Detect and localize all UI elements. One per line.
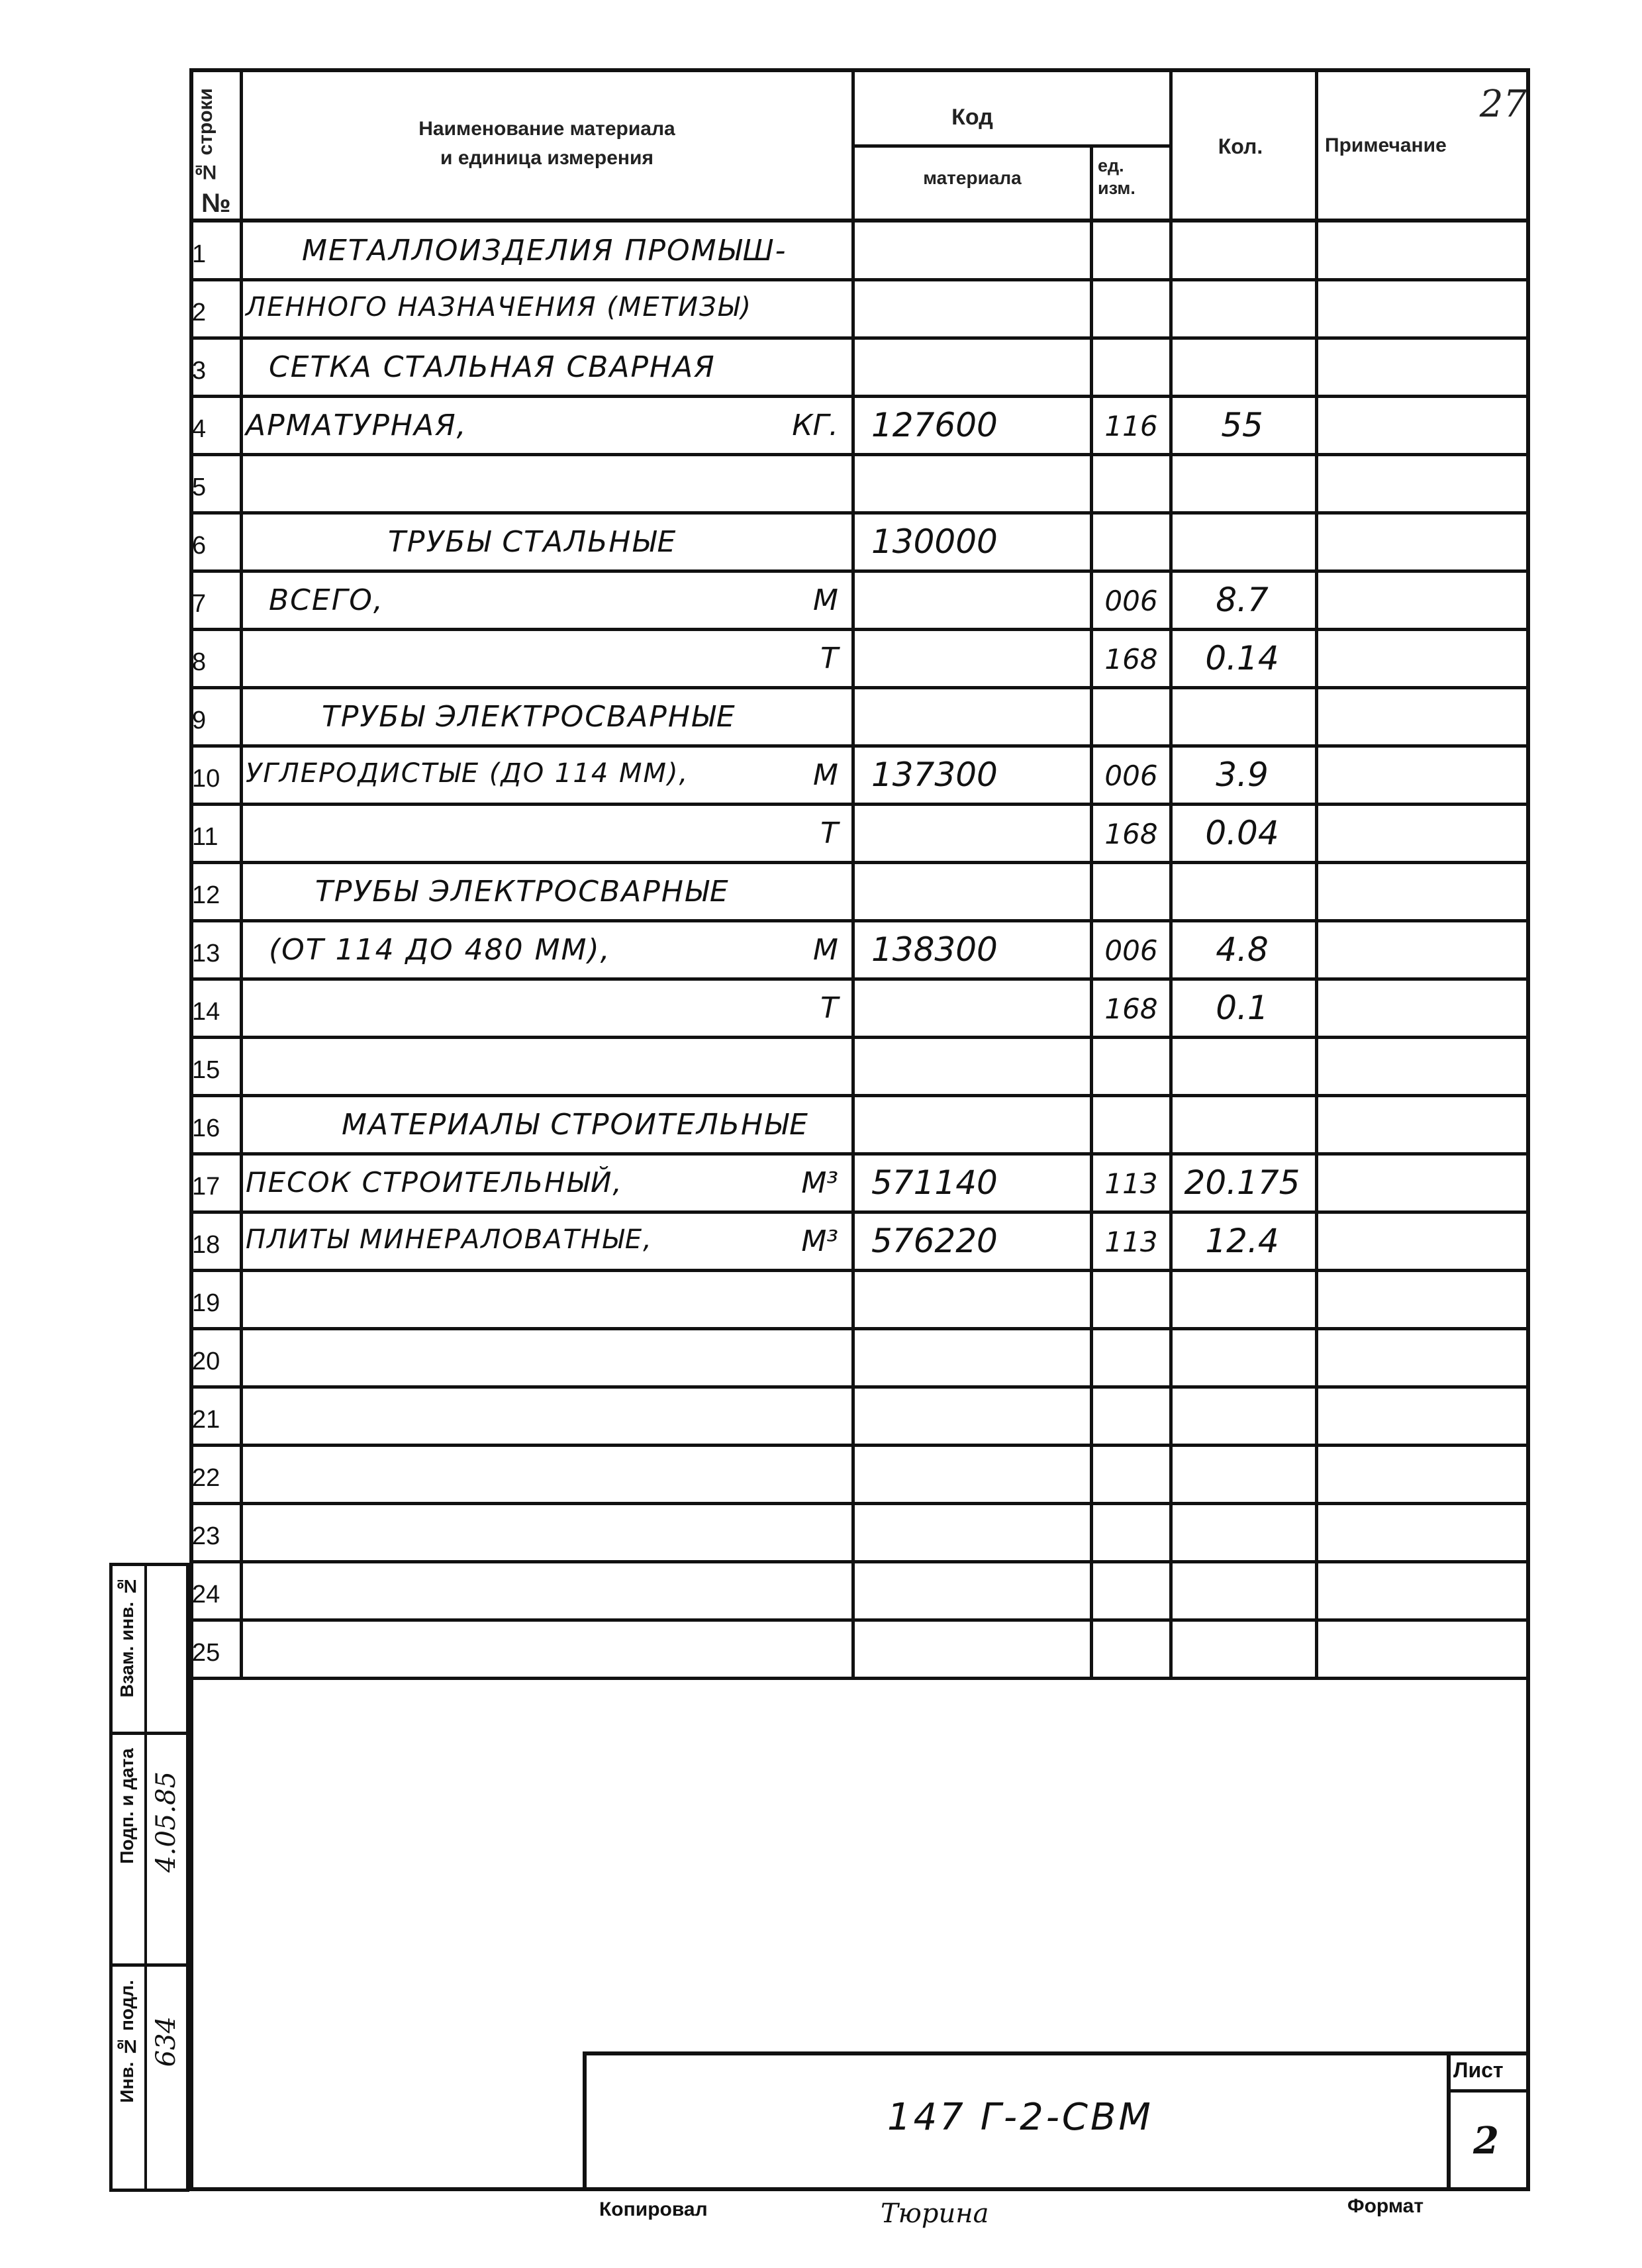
row-unit-label: М <box>813 583 838 617</box>
row-number: 12 <box>192 881 220 909</box>
row-name: АРМАТУРНАЯ, <box>246 409 467 442</box>
row-unit-code: 168 <box>1104 643 1158 675</box>
row-name: ТРУБЫ ЭЛЕКТРОСВАРНЫЕ <box>322 700 736 734</box>
table-row <box>189 338 1530 397</box>
row-name: (ОТ 114 ДО 480 ММ), <box>269 933 611 967</box>
header-note: Примечание <box>1325 134 1447 156</box>
row-number: 18 <box>192 1231 220 1259</box>
row-number: 7 <box>192 590 207 618</box>
margin-sign-date-value: 4.05.85 <box>151 1771 181 1873</box>
table-row <box>189 1329 1530 1387</box>
row-line <box>189 1444 1530 1447</box>
row-quantity: 0.14 <box>1205 639 1279 677</box>
row-unit-label: М <box>813 933 838 967</box>
row-line <box>189 919 1530 922</box>
row-line <box>189 628 1530 631</box>
table-row <box>189 863 1530 921</box>
table-row <box>189 688 1530 746</box>
margin-inv-orig-value: 634 <box>151 2016 181 2067</box>
row-unit-label: Т <box>820 816 838 850</box>
row-number: 10 <box>192 765 220 793</box>
row-name: МАТЕРИАЛЫ СТРОИТЕЛЬНЫЕ <box>342 1108 809 1142</box>
copier-name: Тюрина <box>881 2198 989 2229</box>
row-line <box>189 278 1530 281</box>
row-name: ЛЕННОГО НАЗНАЧЕНИЯ (МЕТИЗЫ) <box>246 292 752 322</box>
row-number: 24 <box>192 1581 220 1608</box>
row-line <box>189 977 1530 981</box>
row-unit-code: 006 <box>1104 934 1158 967</box>
row-number: 15 <box>192 1056 220 1084</box>
row-number: 25 <box>192 1639 220 1667</box>
row-unit-code: 168 <box>1104 993 1158 1025</box>
table-row <box>189 571 1530 630</box>
row-number: 5 <box>192 473 207 501</box>
sheet-number: 2 <box>1473 2119 1499 2163</box>
copied-label: Копировал <box>599 2198 708 2220</box>
sheet-mark: 27 <box>1479 83 1527 126</box>
row-number: 20 <box>192 1348 220 1375</box>
row-line <box>189 1152 1530 1156</box>
header-quantity: Кол. <box>1218 134 1263 158</box>
row-number: 19 <box>192 1289 220 1317</box>
margin-line <box>113 1963 186 1967</box>
header-material-name: Наименование материала и единица измерения <box>418 118 675 169</box>
row-unit-label: Т <box>820 642 838 675</box>
row-line <box>189 744 1530 748</box>
row-quantity: 55 <box>1221 406 1263 444</box>
row-number: 23 <box>192 1522 220 1550</box>
row-line <box>189 1618 1530 1622</box>
row-number: 2 <box>192 299 207 326</box>
margin-inv-sub-label: Взам. инв. № <box>117 1576 137 1698</box>
row-unit-code: 006 <box>1104 760 1158 792</box>
header-row-number-label: № строки <box>195 88 217 183</box>
header-code: Код <box>951 105 993 130</box>
row-quantity: 20.175 <box>1184 1163 1300 1202</box>
table-row <box>189 455 1530 513</box>
row-unit-label: М³ <box>801 1166 838 1200</box>
row-line <box>189 395 1530 398</box>
row-name: УГЛЕРОДИСТЫЕ (ДО 114 ММ), <box>246 758 689 789</box>
row-unit-label: М³ <box>801 1224 838 1258</box>
row-unit-code: 113 <box>1104 1167 1158 1200</box>
row-quantity: 8.7 <box>1216 581 1269 619</box>
table-row <box>189 1154 1530 1212</box>
margin-inv-orig-label: Инв. № подл. <box>117 1980 137 2103</box>
margin-stamp <box>109 1563 189 2192</box>
row-number: 17 <box>192 1173 220 1201</box>
row-unit-code: 116 <box>1104 410 1158 442</box>
header-code-unit: ед. изм. <box>1098 156 1135 198</box>
row-line <box>189 511 1530 515</box>
sheet-separator <box>1447 2089 1530 2093</box>
row-quantity: 3.9 <box>1216 756 1269 794</box>
row-line <box>189 1385 1530 1389</box>
row-number: 4 <box>192 415 207 443</box>
row-quantity: 12.4 <box>1205 1222 1279 1260</box>
table-row <box>189 1387 1530 1446</box>
row-line <box>189 1502 1530 1505</box>
row-line <box>189 1560 1530 1563</box>
row-code: 127600 <box>871 406 998 444</box>
row-code: 138300 <box>871 930 998 969</box>
table-row <box>189 746 1530 805</box>
row-line <box>189 1094 1530 1097</box>
row-unit-label: КГ. <box>792 409 838 442</box>
row-number: 11 <box>192 823 218 851</box>
sheet-label: Лист <box>1453 2058 1504 2082</box>
row-number: 9 <box>192 707 207 734</box>
table-row <box>189 1562 1530 1620</box>
row-name: ВСЕГО, <box>269 583 384 617</box>
row-number: 3 <box>192 357 207 385</box>
row-number: 14 <box>192 998 220 1026</box>
margin-sign-date-label: Подп. и дата <box>117 1748 137 1864</box>
margin-divider <box>144 1566 147 2189</box>
row-line <box>189 1677 1530 1680</box>
table-row <box>189 1446 1530 1504</box>
row-quantity: 0.04 <box>1205 814 1279 852</box>
row-name: ПЛИТЫ МИНЕРАЛОВАТНЫЕ, <box>246 1224 653 1255</box>
row-code: 571140 <box>871 1163 998 1202</box>
row-unit-code: 168 <box>1104 818 1158 850</box>
header-code-material: материала <box>923 168 1022 188</box>
row-line <box>189 1269 1530 1272</box>
format-label: Формат <box>1347 2195 1424 2217</box>
row-line <box>189 861 1530 864</box>
table-row <box>189 921 1530 979</box>
row-code: 576220 <box>871 1222 998 1260</box>
table-row <box>189 222 1530 280</box>
header-row-number <box>189 68 240 222</box>
table-row <box>189 1620 1530 1679</box>
table-row <box>189 1504 1530 1562</box>
row-unit-label: Т <box>820 991 838 1025</box>
row-line <box>189 1210 1530 1214</box>
table-row <box>189 1096 1530 1154</box>
row-name: ПЕСОК СТРОИТЕЛЬНЫЙ, <box>246 1166 623 1199</box>
table-row <box>189 979 1530 1038</box>
row-unit-label: М <box>813 758 838 792</box>
row-quantity: 0.1 <box>1216 989 1269 1027</box>
row-line <box>189 686 1530 689</box>
row-name: ТРУБЫ ЭЛЕКТРОСВАРНЫЕ <box>315 875 730 909</box>
row-unit-code: 006 <box>1104 585 1158 617</box>
row-line <box>189 803 1530 806</box>
table-row <box>189 1212 1530 1271</box>
row-number: 8 <box>192 648 207 676</box>
row-name: МЕТАЛЛОИЗДЕЛИЯ ПРОМЫШ- <box>302 234 787 268</box>
row-number: 1 <box>192 240 207 268</box>
row-number: 13 <box>192 940 220 967</box>
table-row <box>189 1271 1530 1329</box>
row-number: 6 <box>192 532 207 560</box>
row-number: 22 <box>192 1464 220 1492</box>
row-line <box>189 336 1530 340</box>
document-code: 147 Г-2-СВМ <box>887 2096 1153 2139</box>
row-line <box>189 569 1530 573</box>
row-line <box>189 1036 1530 1039</box>
row-line <box>189 453 1530 456</box>
row-name: ТРУБЫ СТАЛЬНЫЕ <box>388 525 677 559</box>
row-number: 21 <box>192 1406 220 1434</box>
table-row <box>189 397 1530 455</box>
row-line <box>189 1327 1530 1330</box>
row-unit-code: 113 <box>1104 1226 1158 1258</box>
row-code: 130000 <box>871 522 998 561</box>
margin-line <box>113 1732 186 1735</box>
table-row <box>189 513 1530 571</box>
row-number: 16 <box>192 1114 220 1142</box>
row-name: СЕТКА СТАЛЬНАЯ СВАРНАЯ <box>269 350 716 384</box>
table-row <box>189 630 1530 688</box>
table-row <box>189 280 1530 338</box>
header-row-number-symbol: № <box>201 189 231 218</box>
row-code: 137300 <box>871 756 998 794</box>
grid-line <box>851 144 1169 148</box>
table-row <box>189 1038 1530 1096</box>
row-quantity: 4.8 <box>1216 930 1269 969</box>
table-row <box>189 805 1530 863</box>
